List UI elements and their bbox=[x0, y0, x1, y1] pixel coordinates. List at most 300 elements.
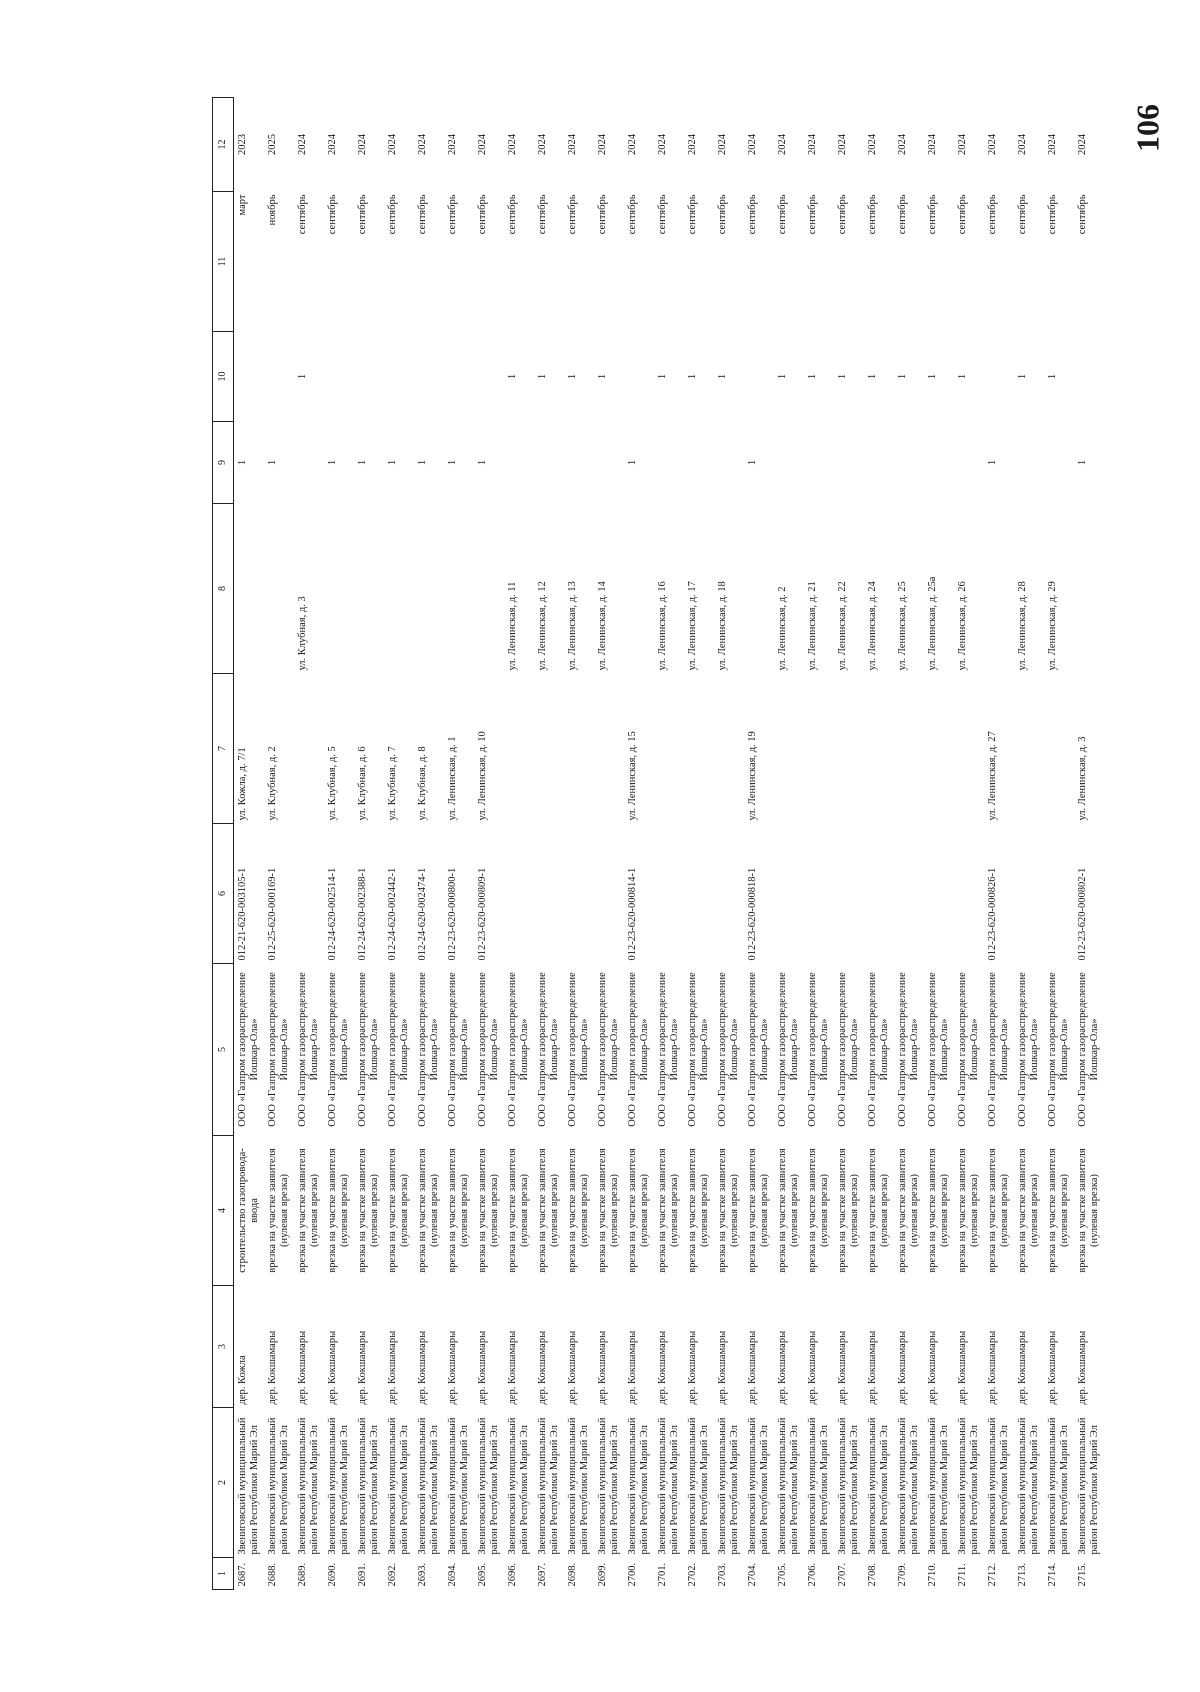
row-number: 2707. bbox=[837, 1562, 848, 1587]
district-cell: Звениговский муниципальный район Республики Марий Эл bbox=[537, 1417, 560, 1555]
address-cell bbox=[774, 674, 804, 824]
registry-number-cell bbox=[1044, 824, 1074, 964]
count-alt-cell: 1 bbox=[597, 373, 608, 380]
work-type-cell: врезка на участке заявителя (нулевая врезка) bbox=[987, 1148, 1010, 1273]
settlement-cell: дер. Кокшамары bbox=[1017, 1330, 1028, 1405]
organization-cell: ООО «Газпром газораспределение Йошкар-Ола» bbox=[267, 972, 290, 1127]
address-alt-cell: ул. Ленинская, д. 17 bbox=[687, 581, 698, 671]
settlement-cell: дер. Кокшамары bbox=[957, 1330, 968, 1405]
count-alt-cell: 1 bbox=[807, 373, 818, 380]
address-alt-cell: ул. Ленинская, д. 11 bbox=[507, 581, 518, 671]
count-cell bbox=[894, 422, 924, 504]
month-cell: март bbox=[237, 194, 248, 216]
settlement-cell: дер. Кокшамары bbox=[927, 1330, 938, 1405]
district-cell: Звениговский муниципальный район Республики Марий Эл bbox=[477, 1417, 500, 1555]
month-cell: сентябрь bbox=[1077, 194, 1088, 235]
year-cell: 2024 bbox=[387, 134, 398, 155]
row-number: 2689. bbox=[297, 1562, 308, 1587]
count-cell: 1 bbox=[327, 459, 338, 466]
count-alt-cell: 1 bbox=[897, 373, 908, 380]
organization-cell: ООО «Газпром газораспределение Йошкар-Ола» bbox=[627, 972, 650, 1127]
registry-number-cell bbox=[894, 824, 924, 964]
row-number: 2695. bbox=[477, 1562, 488, 1587]
count-cell: 1 bbox=[627, 459, 638, 466]
count-alt-cell bbox=[414, 332, 444, 422]
registry-number-cell bbox=[804, 824, 834, 964]
year-cell: 2024 bbox=[927, 134, 938, 155]
row-number: 2715. bbox=[1077, 1562, 1088, 1587]
organization-cell: ООО «Газпром газораспределение Йошкар-Ола» bbox=[897, 972, 920, 1127]
work-type-cell: врезка на участке заявителя (нулевая врезка) bbox=[627, 1148, 650, 1273]
year-cell: 2024 bbox=[477, 134, 488, 155]
district-cell: Звениговский муниципальный район Республики Марий Эл bbox=[597, 1417, 620, 1555]
registry-number-cell bbox=[834, 824, 864, 964]
address-alt-cell bbox=[744, 504, 774, 674]
table-row bbox=[264, 98, 294, 1590]
work-type-cell: врезка на участке заявителя (нулевая врезка) bbox=[867, 1148, 890, 1273]
month-cell: сентябрь bbox=[627, 194, 638, 235]
table-row bbox=[1014, 98, 1044, 1590]
col-header: 5 bbox=[213, 964, 234, 1136]
organization-cell: ООО «Газпром газораспределение Йошкар-Ола» bbox=[297, 972, 320, 1127]
registry-number-cell: 012-24-620-002474-1 bbox=[417, 867, 428, 961]
count-alt-cell bbox=[264, 332, 294, 422]
count-cell: 1 bbox=[1077, 459, 1088, 466]
year-cell: 2024 bbox=[597, 134, 608, 155]
row-number: 2693. bbox=[417, 1562, 428, 1587]
address-alt-cell: ул. Ленинская, д. 14 bbox=[597, 581, 608, 671]
organization-cell: ООО «Газпром газораспределение Йошкар-Ола» bbox=[1077, 972, 1100, 1127]
address-alt-cell: ул. Ленинская, д. 12 bbox=[537, 581, 548, 671]
work-type-cell: врезка на участке заявителя (нулевая врезка) bbox=[777, 1148, 800, 1273]
row-number: 2708. bbox=[867, 1562, 878, 1587]
registry-number-cell bbox=[864, 824, 894, 964]
count-alt-cell bbox=[234, 332, 265, 422]
col-header: 6 bbox=[213, 824, 234, 964]
count-cell: 1 bbox=[447, 459, 458, 466]
organization-cell: ООО «Газпром газораспределение Йошкар-Ола» bbox=[957, 972, 980, 1127]
year-cell: 2024 bbox=[837, 134, 848, 155]
count-cell bbox=[834, 422, 864, 504]
organization-cell: ООО «Газпром газораспределение Йошкар-Ола» bbox=[717, 972, 740, 1127]
year-cell: 2024 bbox=[777, 134, 788, 155]
count-cell: 1 bbox=[387, 459, 398, 466]
count-alt-cell bbox=[384, 332, 414, 422]
count-cell bbox=[774, 422, 804, 504]
address-alt-cell bbox=[354, 504, 384, 674]
count-cell bbox=[924, 422, 954, 504]
address-cell bbox=[1044, 674, 1074, 824]
organization-cell: ООО «Газпром газораспределение Йошкар-Ола» bbox=[927, 972, 950, 1127]
work-type-cell: врезка на участке заявителя (нулевая врезка) bbox=[537, 1148, 560, 1273]
year-cell: 2024 bbox=[297, 134, 308, 155]
work-type-cell: врезка на участке заявителя (нулевая врезка) bbox=[567, 1148, 590, 1273]
year-cell: 2024 bbox=[327, 134, 338, 155]
count-alt-cell: 1 bbox=[1047, 373, 1058, 380]
row-number: 2692. bbox=[387, 1562, 398, 1587]
settlement-cell: дер. Кокшамары bbox=[747, 1330, 758, 1405]
rotated-table-container bbox=[212, 98, 1100, 1590]
count-alt-cell: 1 bbox=[567, 373, 578, 380]
year-cell: 2024 bbox=[897, 134, 908, 155]
settlement-cell: дер. Кокшамары bbox=[477, 1330, 488, 1405]
settlement-cell: дер. Кокшамары bbox=[447, 1330, 458, 1405]
count-cell bbox=[594, 422, 624, 504]
work-type-cell: врезка на участке заявителя (нулевая врезка) bbox=[1047, 1148, 1070, 1273]
year-cell: 2024 bbox=[687, 134, 698, 155]
col-header: 8 bbox=[213, 504, 234, 674]
count-cell: 1 bbox=[417, 459, 428, 466]
count-cell bbox=[504, 422, 534, 504]
address-cell bbox=[564, 674, 594, 824]
address-alt-cell: ул. Ленинская, д. 29 bbox=[1047, 581, 1058, 671]
registry-number-cell bbox=[294, 824, 324, 964]
settlement-cell: дер. Кокшамары bbox=[267, 1330, 278, 1405]
address-cell bbox=[294, 674, 324, 824]
col-header: 2 bbox=[213, 1408, 234, 1558]
month-cell: сентябрь bbox=[717, 194, 728, 235]
settlement-cell: дер. Кокшамары bbox=[507, 1330, 518, 1405]
table-row bbox=[474, 98, 504, 1590]
row-number: 2690. bbox=[327, 1562, 338, 1587]
col-header: 1 bbox=[213, 1558, 234, 1590]
organization-cell: ООО «Газпром газораспределение Йошкар-Ола» bbox=[387, 972, 410, 1127]
address-cell: ул. Клубная, д. 7 bbox=[387, 746, 398, 821]
month-cell: сентябрь bbox=[777, 194, 788, 235]
month-cell: сентябрь bbox=[1017, 194, 1028, 235]
district-cell: Звениговский муниципальный район Республики Марий Эл bbox=[747, 1417, 770, 1555]
address-cell bbox=[804, 674, 834, 824]
count-cell bbox=[564, 422, 594, 504]
count-cell: 1 bbox=[357, 459, 368, 466]
registry-number-cell: 012-25-620-000169-1 bbox=[267, 867, 278, 961]
gasification-table bbox=[212, 97, 1104, 1590]
address-alt-cell bbox=[474, 504, 504, 674]
district-cell: Звениговский муниципальный район Республики Марий Эл bbox=[327, 1417, 350, 1555]
table-row bbox=[954, 98, 984, 1590]
registry-number-cell: 012-21-620-003105-1 bbox=[237, 867, 248, 961]
count-alt-cell bbox=[324, 332, 354, 422]
district-cell: Звениговский муниципальный район Республики Марий Эл bbox=[237, 1417, 260, 1555]
address-alt-cell: ул. Ленинская, д. 25а bbox=[927, 576, 938, 671]
address-alt-cell bbox=[324, 504, 354, 674]
address-cell bbox=[654, 674, 684, 824]
row-number: 2705. bbox=[777, 1562, 788, 1587]
address-cell bbox=[594, 674, 624, 824]
organization-cell: ООО «Газпром газораспределение Йошкар-Ола» bbox=[447, 972, 470, 1127]
year-cell: 2024 bbox=[717, 134, 728, 155]
address-cell: ул. Клубная, д. 5 bbox=[327, 746, 338, 821]
district-cell: Звениговский муниципальный район Республики Марий Эл bbox=[807, 1417, 830, 1555]
column-number-header bbox=[213, 98, 234, 1590]
registry-number-cell: 012-23-620-000818-1 bbox=[747, 867, 758, 961]
month-cell: сентябрь bbox=[537, 194, 548, 235]
settlement-cell: дер. Кокшамары bbox=[597, 1330, 608, 1405]
table-row bbox=[1074, 98, 1104, 1590]
registry-number-cell: 012-23-620-000809-1 bbox=[477, 867, 488, 961]
settlement-cell: дер. Кокшамары bbox=[837, 1330, 848, 1405]
count-alt-cell: 1 bbox=[657, 373, 668, 380]
count-cell bbox=[1044, 422, 1074, 504]
registry-number-cell bbox=[504, 824, 534, 964]
registry-number-cell bbox=[564, 824, 594, 964]
table-row bbox=[564, 98, 594, 1590]
registry-number-cell bbox=[594, 824, 624, 964]
work-type-cell: строительство газопровода-ввода bbox=[237, 1148, 260, 1273]
year-cell: 2024 bbox=[957, 134, 968, 155]
organization-cell: ООО «Газпром газораспределение Йошкар-Ола» bbox=[537, 972, 560, 1127]
registry-number-cell bbox=[1014, 824, 1044, 964]
organization-cell: ООО «Газпром газораспределение Йошкар-Ола» bbox=[357, 972, 380, 1127]
table-row bbox=[834, 98, 864, 1590]
organization-cell: ООО «Газпром газораспределение Йошкар-Ола» bbox=[477, 972, 500, 1127]
registry-number-cell bbox=[954, 824, 984, 964]
count-alt-cell: 1 bbox=[537, 373, 548, 380]
count-alt-cell: 1 bbox=[957, 373, 968, 380]
address-cell bbox=[924, 674, 954, 824]
year-cell: 2024 bbox=[807, 134, 818, 155]
row-number: 2687. bbox=[237, 1562, 248, 1587]
organization-cell: ООО «Газпром газораспределение Йошкар-Ола» bbox=[1017, 972, 1040, 1127]
work-type-cell: врезка на участке заявителя (нулевая врезка) bbox=[267, 1148, 290, 1273]
month-cell: сентябрь bbox=[567, 194, 578, 235]
count-cell: 1 bbox=[477, 459, 488, 466]
col-header: 9 bbox=[213, 422, 234, 504]
organization-cell: ООО «Газпром газораспределение Йошкар-Ола» bbox=[237, 972, 260, 1127]
count-alt-cell: 1 bbox=[1017, 373, 1028, 380]
table-row bbox=[234, 98, 265, 1590]
month-cell: сентябрь bbox=[1047, 194, 1058, 235]
row-number: 2702. bbox=[687, 1562, 698, 1587]
address-alt-cell: ул. Клубная, д. 3 bbox=[297, 596, 308, 671]
table-row bbox=[294, 98, 324, 1590]
count-cell bbox=[954, 422, 984, 504]
address-cell bbox=[714, 674, 744, 824]
table-row bbox=[864, 98, 894, 1590]
settlement-cell: дер. Кокшамары bbox=[387, 1330, 398, 1405]
row-number: 2696. bbox=[507, 1562, 518, 1587]
table-row bbox=[384, 98, 414, 1590]
district-cell: Звениговский муниципальный район Республики Марий Эл bbox=[387, 1417, 410, 1555]
count-alt-cell bbox=[1074, 332, 1104, 422]
work-type-cell: врезка на участке заявителя (нулевая врезка) bbox=[927, 1148, 950, 1273]
district-cell: Звениговский муниципальный район Республики Марий Эл bbox=[927, 1417, 950, 1555]
month-cell: сентябрь bbox=[987, 194, 998, 235]
organization-cell: ООО «Газпром газораспределение Йошкар-Ола» bbox=[807, 972, 830, 1127]
work-type-cell: врезка на участке заявителя (нулевая врезка) bbox=[957, 1148, 980, 1273]
work-type-cell: врезка на участке заявителя (нулевая врезка) bbox=[807, 1148, 830, 1273]
count-cell bbox=[1014, 422, 1044, 504]
count-alt-cell: 1 bbox=[837, 373, 848, 380]
organization-cell: ООО «Газпром газораспределение Йошкар-Ола» bbox=[687, 972, 710, 1127]
district-cell: Звениговский муниципальный район Республики Марий Эл bbox=[507, 1417, 530, 1555]
settlement-cell: дер. Кокшамары bbox=[777, 1330, 788, 1405]
table-row bbox=[594, 98, 624, 1590]
table-row bbox=[504, 98, 534, 1590]
row-number: 2709. bbox=[897, 1562, 908, 1587]
address-cell: ул. Клубная, д. 2 bbox=[267, 746, 278, 821]
month-cell: сентябрь bbox=[807, 194, 818, 235]
month-cell: сентябрь bbox=[327, 194, 338, 235]
settlement-cell: дер. Кожла bbox=[237, 1355, 248, 1405]
settlement-cell: дер. Кокшамары bbox=[897, 1330, 908, 1405]
address-cell bbox=[684, 674, 714, 824]
month-cell: сентябрь bbox=[387, 194, 398, 235]
address-cell bbox=[504, 674, 534, 824]
count-alt-cell: 1 bbox=[687, 373, 698, 380]
month-cell: сентябрь bbox=[957, 194, 968, 235]
settlement-cell: дер. Кокшамары bbox=[297, 1330, 308, 1405]
organization-cell: ООО «Газпром газораспределение Йошкар-Ола» bbox=[567, 972, 590, 1127]
col-header: 12 bbox=[213, 98, 234, 192]
table-row bbox=[654, 98, 684, 1590]
address-cell: ул. Ленинская, д. 1 bbox=[447, 736, 458, 821]
address-alt-cell: ул. Ленинская, д. 18 bbox=[717, 581, 728, 671]
address-cell bbox=[834, 674, 864, 824]
address-cell: ул. Клубная, д. 8 bbox=[417, 746, 428, 821]
year-cell: 2024 bbox=[1017, 134, 1028, 155]
address-cell bbox=[534, 674, 564, 824]
row-number: 2691. bbox=[357, 1562, 368, 1587]
address-alt-cell bbox=[984, 504, 1014, 674]
count-alt-cell: 1 bbox=[777, 373, 788, 380]
address-alt-cell: ул. Ленинская, д. 16 bbox=[657, 581, 668, 671]
settlement-cell: дер. Кокшамары bbox=[867, 1330, 878, 1405]
district-cell: Звениговский муниципальный район Республики Марий Эл bbox=[627, 1417, 650, 1555]
month-cell: сентябрь bbox=[867, 194, 878, 235]
registry-number-cell: 012-23-620-000802-1 bbox=[1077, 867, 1088, 961]
year-cell: 2024 bbox=[627, 134, 638, 155]
col-header: 10 bbox=[213, 332, 234, 422]
year-cell: 2024 bbox=[357, 134, 368, 155]
count-alt-cell: 1 bbox=[297, 373, 308, 380]
month-cell: сентябрь bbox=[747, 194, 758, 235]
registry-number-cell bbox=[684, 824, 714, 964]
district-cell: Звениговский муниципальный район Республики Марий Эл bbox=[357, 1417, 380, 1555]
year-cell: 2024 bbox=[507, 134, 518, 155]
count-cell: 1 bbox=[987, 459, 998, 466]
address-alt-cell bbox=[414, 504, 444, 674]
organization-cell: ООО «Газпром газораспределение Йошкар-Ола» bbox=[1047, 972, 1070, 1127]
address-alt-cell: ул. Ленинская, д. 2 bbox=[777, 586, 788, 671]
settlement-cell: дер. Кокшамары bbox=[567, 1330, 578, 1405]
address-alt-cell: ул. Ленинская, д. 21 bbox=[807, 581, 818, 671]
table-row bbox=[414, 98, 444, 1590]
organization-cell: ООО «Газпром газораспределение Йошкар-Ола» bbox=[327, 972, 350, 1127]
district-cell: Звениговский муниципальный район Республики Марий Эл bbox=[567, 1417, 590, 1555]
table-row bbox=[774, 98, 804, 1590]
col-header: 7 bbox=[213, 674, 234, 824]
work-type-cell: врезка на участке заявителя (нулевая врезка) bbox=[327, 1148, 350, 1273]
district-cell: Звениговский муниципальный район Республики Марий Эл bbox=[957, 1417, 980, 1555]
registry-number-cell: 012-24-620-002388-1 bbox=[357, 867, 368, 961]
month-cell: сентябрь bbox=[357, 194, 368, 235]
count-alt-cell bbox=[444, 332, 474, 422]
registry-number-cell bbox=[654, 824, 684, 964]
row-number: 2710. bbox=[927, 1562, 938, 1587]
address-cell: ул. Ленинская, д. 27 bbox=[987, 731, 998, 821]
registry-number-cell bbox=[774, 824, 804, 964]
col-header: 4 bbox=[213, 1136, 234, 1286]
registry-number-cell: 012-23-620-000800-1 bbox=[447, 867, 458, 961]
year-cell: 2024 bbox=[867, 134, 878, 155]
table-row bbox=[894, 98, 924, 1590]
district-cell: Звениговский муниципальный район Республики Марий Эл bbox=[1047, 1417, 1070, 1555]
row-number: 2697. bbox=[537, 1562, 548, 1587]
month-cell: сентябрь bbox=[507, 194, 518, 235]
table-row bbox=[804, 98, 834, 1590]
settlement-cell: дер. Кокшамары bbox=[717, 1330, 728, 1405]
work-type-cell: врезка на участке заявителя (нулевая врезка) bbox=[417, 1148, 440, 1273]
row-number: 2704. bbox=[747, 1562, 758, 1587]
month-cell: сентябрь bbox=[927, 194, 938, 235]
settlement-cell: дер. Кокшамары bbox=[327, 1330, 338, 1405]
table-row bbox=[354, 98, 384, 1590]
row-number: 2712. bbox=[987, 1562, 998, 1587]
district-cell: Звениговский муниципальный район Республики Марий Эл bbox=[657, 1417, 680, 1555]
district-cell: Звениговский муниципальный район Республики Марий Эл bbox=[1077, 1417, 1100, 1555]
organization-cell: ООО «Газпром газораспределение Йошкар-Ола» bbox=[747, 972, 770, 1127]
work-type-cell: врезка на участке заявителя (нулевая врезка) bbox=[447, 1148, 470, 1273]
district-cell: Звениговский муниципальный район Республики Марий Эл bbox=[867, 1417, 890, 1555]
address-cell: ул. Кожла, д. 7/1 bbox=[237, 747, 248, 821]
district-cell: Звениговский муниципальный район Республики Марий Эл bbox=[297, 1417, 320, 1555]
address-alt-cell: ул. Ленинская, д. 13 bbox=[567, 581, 578, 671]
count-alt-cell: 1 bbox=[717, 373, 728, 380]
work-type-cell: врезка на участке заявителя (нулевая врезка) bbox=[477, 1148, 500, 1273]
count-alt-cell: 1 bbox=[927, 373, 938, 380]
row-number: 2698. bbox=[567, 1562, 578, 1587]
table-row bbox=[444, 98, 474, 1590]
table-row bbox=[744, 98, 774, 1590]
count-cell bbox=[864, 422, 894, 504]
organization-cell: ООО «Газпром газораспределение Йошкар-Ола» bbox=[597, 972, 620, 1127]
year-cell: 2024 bbox=[537, 134, 548, 155]
year-cell: 2025 bbox=[267, 134, 278, 155]
work-type-cell: врезка на участке заявителя (нулевая врезка) bbox=[657, 1148, 680, 1273]
col-header: 11 bbox=[213, 192, 234, 332]
count-alt-cell bbox=[474, 332, 504, 422]
address-alt-cell: ул. Ленинская, д. 26 bbox=[957, 581, 968, 671]
count-cell bbox=[684, 422, 714, 504]
district-cell: Звениговский муниципальный район Республики Марий Эл bbox=[897, 1417, 920, 1555]
table-row bbox=[534, 98, 564, 1590]
row-number: 2701. bbox=[657, 1562, 668, 1587]
year-cell: 2024 bbox=[657, 134, 668, 155]
address-alt-cell bbox=[234, 504, 265, 674]
year-cell: 2024 bbox=[747, 134, 758, 155]
settlement-cell: дер. Кокшамары bbox=[687, 1330, 698, 1405]
work-type-cell: врезка на участке заявителя (нулевая врезка) bbox=[837, 1148, 860, 1273]
year-cell: 2023 bbox=[237, 134, 248, 155]
table-row bbox=[624, 98, 654, 1590]
year-cell: 2024 bbox=[567, 134, 578, 155]
month-cell: сентябрь bbox=[897, 194, 908, 235]
table-row bbox=[924, 98, 954, 1590]
month-cell: сентябрь bbox=[597, 194, 608, 235]
address-cell bbox=[864, 674, 894, 824]
table-row bbox=[324, 98, 354, 1590]
organization-cell: ООО «Газпром газораспределение Йошкар-Ола» bbox=[417, 972, 440, 1127]
address-alt-cell: ул. Ленинская, д. 25 bbox=[897, 581, 908, 671]
settlement-cell: дер. Кокшамары bbox=[627, 1330, 638, 1405]
month-cell: сентябрь bbox=[477, 194, 488, 235]
work-type-cell: врезка на участке заявителя (нулевая врезка) bbox=[387, 1148, 410, 1273]
work-type-cell: врезка на участке заявителя (нулевая врезка) bbox=[747, 1148, 770, 1273]
row-number: 2700. bbox=[627, 1562, 638, 1587]
work-type-cell: врезка на участке заявителя (нулевая врезка) bbox=[897, 1148, 920, 1273]
organization-cell: ООО «Газпром газораспределение Йошкар-Ола» bbox=[987, 972, 1010, 1127]
